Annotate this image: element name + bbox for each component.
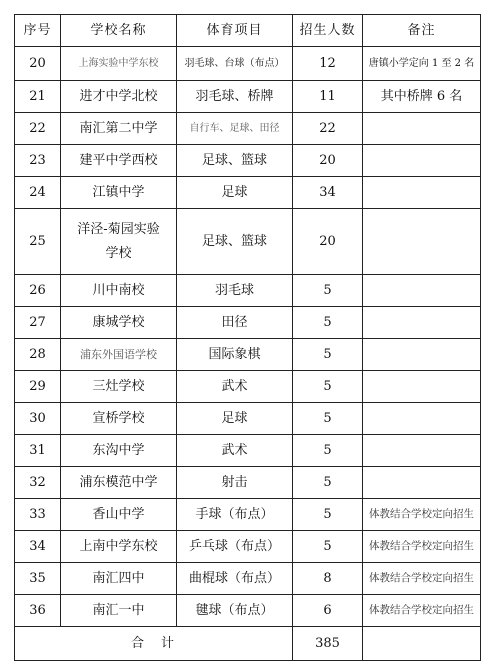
row-count: 20 [293,145,363,177]
row-no: 35 [15,563,61,595]
row-count: 5 [293,499,363,531]
header-sport: 体育项目 [177,15,293,47]
row-sport: 武术 [177,371,293,403]
total-label: 合 计 [15,627,293,661]
row-school: 康城学校 [61,307,177,339]
row-no: 36 [15,595,61,627]
row-school: 上南中学东校 [61,531,177,563]
row-sport: 毽球（布点） [177,595,293,627]
row-sport: 田径 [177,307,293,339]
row-sport: 手球（布点） [177,499,293,531]
row-no: 31 [15,435,61,467]
table-row [15,371,481,403]
table-row [15,113,481,145]
table-row [15,531,481,563]
row-note [363,113,481,145]
row-note: 其中桥牌 6 名 [363,81,481,113]
row-no: 25 [15,209,61,275]
total-count: 385 [293,627,363,661]
row-sport: 射击 [177,467,293,499]
table-row [15,81,481,113]
enrollment-table [14,14,481,661]
row-count: 11 [293,81,363,113]
row-note [363,339,481,371]
row-note [363,371,481,403]
row-sport: 武术 [177,435,293,467]
row-school: 南汇四中 [61,563,177,595]
row-school: 三灶学校 [61,371,177,403]
row-no: 22 [15,113,61,145]
row-note [363,467,481,499]
row-count: 5 [293,275,363,307]
row-count: 5 [293,403,363,435]
table-row [15,435,481,467]
row-count: 8 [293,563,363,595]
row-no: 30 [15,403,61,435]
row-note: 体教结合学校定向招生 [363,531,481,563]
header-row [15,15,481,47]
row-school: 南汇第二中学 [61,113,177,145]
row-count: 22 [293,113,363,145]
row-sport: 足球 [177,403,293,435]
row-note: 体教结合学校定向招生 [363,499,481,531]
row-sport: 羽毛球 [177,275,293,307]
row-note [363,435,481,467]
row-note [363,307,481,339]
row-school: 川中南校 [61,275,177,307]
total-row [15,627,481,661]
row-count: 6 [293,595,363,627]
row-no: 26 [15,275,61,307]
row-no: 24 [15,177,61,209]
table-row [15,209,481,275]
row-school: 宣桥学校 [61,403,177,435]
row-count: 20 [293,209,363,275]
row-count: 34 [293,177,363,209]
row-school: 浦东外国语学校 [61,339,177,371]
row-school: 南汇一中 [61,595,177,627]
header-no: 序号 [15,15,61,47]
table-row [15,145,481,177]
enrollment-table-sheet [14,14,480,661]
row-no: 32 [15,467,61,499]
row-note: 体教结合学校定向招生 [363,563,481,595]
row-count: 5 [293,371,363,403]
row-count: 12 [293,47,363,81]
row-no: 28 [15,339,61,371]
row-school: 东沟中学 [61,435,177,467]
row-sport: 自行车、足球、田径 [177,113,293,145]
total-note [363,627,481,661]
table-row [15,307,481,339]
row-school: 浦东模范中学 [61,467,177,499]
header-school: 学校名称 [61,15,177,47]
row-no: 21 [15,81,61,113]
row-count: 5 [293,339,363,371]
row-count: 5 [293,531,363,563]
row-sport: 羽毛球、台球（布点） [177,47,293,81]
row-no: 33 [15,499,61,531]
table-row [15,403,481,435]
row-sport: 足球 [177,177,293,209]
row-count: 5 [293,467,363,499]
row-school: 进才中学北校 [61,81,177,113]
row-count: 5 [293,435,363,467]
row-count: 5 [293,307,363,339]
row-sport: 足球、篮球 [177,145,293,177]
row-note [363,177,481,209]
table-row [15,595,481,627]
row-note: 体教结合学校定向招生 [363,595,481,627]
header-count: 招生人数 [293,15,363,47]
table-row [15,499,481,531]
table-row [15,467,481,499]
row-no: 27 [15,307,61,339]
row-school: 上海实验中学东校 [61,47,177,81]
row-sport: 国际象棋 [177,339,293,371]
table-row [15,339,481,371]
row-sport: 曲棍球（布点） [177,563,293,595]
row-school: 建平中学西校 [61,145,177,177]
row-no: 29 [15,371,61,403]
row-note [363,145,481,177]
row-no: 23 [15,145,61,177]
row-note [363,209,481,275]
table-row [15,563,481,595]
header-note: 备注 [363,15,481,47]
row-school: 香山中学 [61,499,177,531]
table-row [15,177,481,209]
row-no: 20 [15,47,61,81]
row-no: 34 [15,531,61,563]
row-sport: 乒乓球（布点） [177,531,293,563]
row-note [363,403,481,435]
row-sport: 羽毛球、桥牌 [177,81,293,113]
table-row [15,47,481,81]
row-note [363,275,481,307]
row-school: 洋泾-菊园实验学校 [61,209,177,275]
row-note: 唐镇小学定向 1 至 2 名 [363,47,481,81]
row-sport: 足球、篮球 [177,209,293,275]
row-school: 江镇中学 [61,177,177,209]
table-row [15,275,481,307]
